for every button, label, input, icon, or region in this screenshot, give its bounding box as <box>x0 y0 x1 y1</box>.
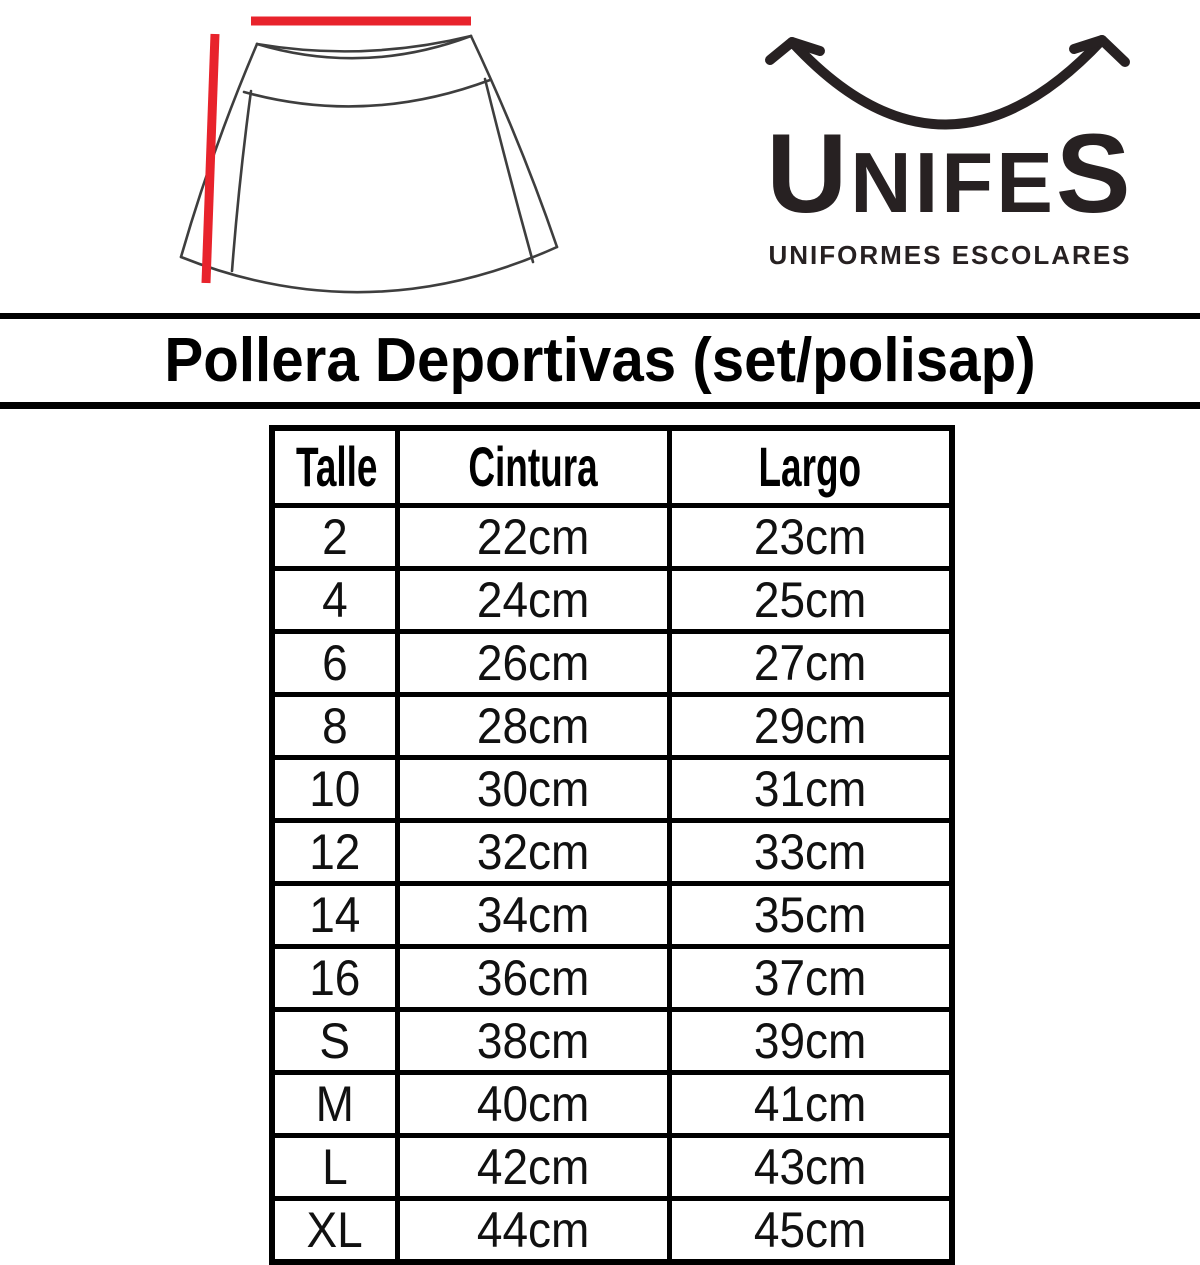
cell-largo <box>669 1135 952 1198</box>
table-row <box>272 694 952 757</box>
header-cintura: Cintura <box>397 428 669 505</box>
cell-cintura <box>397 631 669 694</box>
header-talle: Talle <box>272 428 397 505</box>
cell-cintura <box>397 568 669 631</box>
cell-value: 38cm <box>476 1012 590 1069</box>
cell-talle <box>272 946 397 1009</box>
cell-value: 34cm <box>476 886 590 943</box>
cell-value: L <box>321 1138 348 1195</box>
cell-value: 42cm <box>476 1138 590 1195</box>
table-row <box>272 820 952 883</box>
size-table <box>269 425 955 1265</box>
cell-talle <box>272 568 397 631</box>
brand-letter-first: U <box>766 111 851 236</box>
product-title: Pollera Deportivas (set/polisap) <box>164 326 1036 395</box>
cell-value: 44cm <box>476 1201 590 1258</box>
table-row <box>272 1009 952 1072</box>
skirt-outline <box>181 36 557 292</box>
table-row <box>272 883 952 946</box>
cell-cintura <box>397 883 669 946</box>
cell-value: 45cm <box>754 1201 867 1258</box>
cell-value: 41cm <box>754 1075 867 1132</box>
cell-talle <box>272 631 397 694</box>
cell-talle <box>272 820 397 883</box>
table-row <box>272 1072 952 1135</box>
length-measure-line <box>206 34 215 283</box>
cell-value: 10 <box>309 760 361 817</box>
cell-value: 43cm <box>754 1138 867 1195</box>
cell-talle <box>272 1072 397 1135</box>
cell-value: 39cm <box>754 1012 867 1069</box>
cell-largo <box>669 505 952 568</box>
header-largo: Largo <box>669 428 952 505</box>
brand-name <box>740 111 1160 236</box>
cell-value: 26cm <box>476 634 590 691</box>
cell-value: 8 <box>321 697 348 754</box>
cell-value: 32cm <box>476 823 590 880</box>
cell-largo <box>669 568 952 631</box>
cell-value: 28cm <box>476 697 590 754</box>
cell-cintura <box>397 1198 669 1262</box>
table-header-row <box>272 428 952 505</box>
cell-value: 33cm <box>754 823 867 880</box>
cell-value: S <box>319 1012 351 1069</box>
cell-largo <box>669 631 952 694</box>
table-row <box>272 505 952 568</box>
table-row <box>272 568 952 631</box>
brand-letter-last: S <box>1055 111 1134 236</box>
cell-value: 29cm <box>754 697 867 754</box>
cell-value: 24cm <box>476 571 590 628</box>
cell-cintura <box>397 946 669 1009</box>
cell-value: 40cm <box>476 1075 590 1132</box>
cell-largo <box>669 694 952 757</box>
table-row <box>272 631 952 694</box>
cell-value: 30cm <box>476 760 590 817</box>
cell-value: 25cm <box>754 571 867 628</box>
cell-value: 31cm <box>754 760 867 817</box>
cell-cintura <box>397 1009 669 1072</box>
cell-cintura <box>397 1072 669 1135</box>
cell-value: 23cm <box>754 508 867 565</box>
cell-value: 6 <box>321 634 348 691</box>
divider-bar-bottom <box>0 402 1200 409</box>
cell-value: M <box>315 1075 354 1132</box>
brand-letters-mid: NIFE <box>850 136 1056 231</box>
cell-largo <box>669 1009 952 1072</box>
cell-talle <box>272 1135 397 1198</box>
table-row <box>272 946 952 1009</box>
skirt-diagram <box>0 0 600 310</box>
cell-value: 12 <box>309 823 361 880</box>
cell-largo <box>669 1198 952 1262</box>
cell-value: 35cm <box>754 886 867 943</box>
cell-value: 27cm <box>754 634 867 691</box>
cell-cintura <box>397 820 669 883</box>
cell-value: 36cm <box>476 949 590 1006</box>
cell-largo <box>669 883 952 946</box>
cell-value: XL <box>306 1201 363 1258</box>
cell-value: 16 <box>309 949 361 1006</box>
cell-value: 14 <box>309 886 361 943</box>
cell-largo <box>669 946 952 1009</box>
cell-talle <box>272 694 397 757</box>
cell-value: 2 <box>321 508 348 565</box>
cell-value: 22cm <box>476 508 590 565</box>
cell-talle <box>272 757 397 820</box>
cell-talle <box>272 505 397 568</box>
cell-talle <box>272 883 397 946</box>
table-row <box>272 757 952 820</box>
table-row <box>272 1135 952 1198</box>
cell-cintura <box>397 694 669 757</box>
brand-tagline: UNIFORMES ESCOLARES <box>768 240 1132 270</box>
cell-cintura <box>397 1135 669 1198</box>
cell-largo <box>669 757 952 820</box>
cell-talle <box>272 1009 397 1072</box>
cell-cintura <box>397 757 669 820</box>
cell-cintura <box>397 505 669 568</box>
size-table-body <box>272 505 952 1262</box>
table-row <box>272 1198 952 1262</box>
cell-value: 37cm <box>754 949 867 1006</box>
cell-largo <box>669 820 952 883</box>
cell-value: 4 <box>321 571 348 628</box>
cell-largo <box>669 1072 952 1135</box>
cell-talle <box>272 1198 397 1262</box>
